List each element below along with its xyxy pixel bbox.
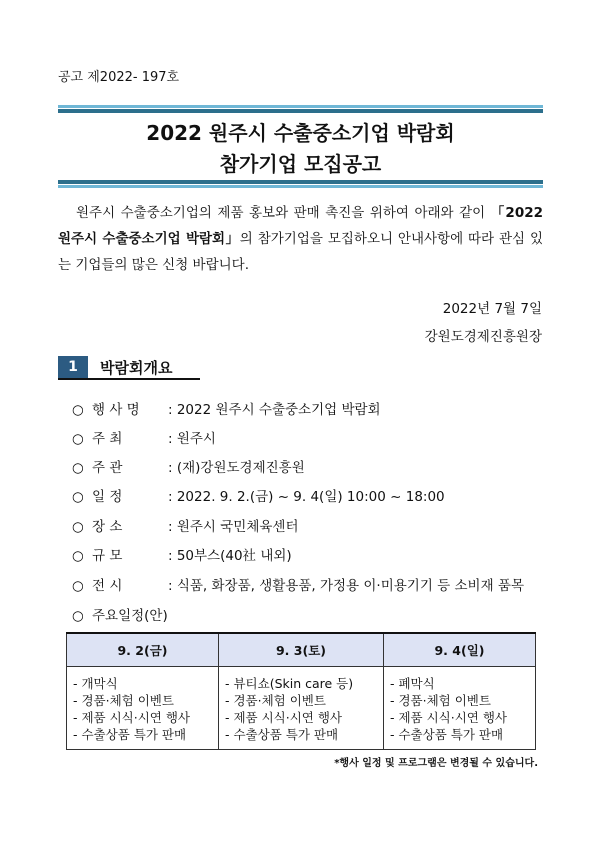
schedule-header-day3: 9. 4(일) bbox=[383, 633, 535, 667]
section-number: 1 bbox=[58, 356, 88, 378]
issue-date: 2022년 7월 7일 bbox=[442, 301, 542, 317]
overview-item-value: : 식품, 화장품, 생활용품, 가정용 이·미용기기 등 소비재 품목 bbox=[168, 578, 524, 594]
overview-item bbox=[72, 544, 292, 564]
circle-bullet-icon: ○ bbox=[72, 489, 84, 505]
schedule-item: - 폐막식 bbox=[389, 676, 435, 691]
schedule-header-day2: 9. 3(토) bbox=[218, 633, 383, 667]
schedule-item: - 제품 시식·시연 행사 bbox=[224, 710, 342, 725]
overview-item bbox=[72, 604, 168, 624]
overview-item bbox=[72, 398, 381, 418]
overview-item-value: : 2022. 9. 2.(금) ~ 9. 4(일) 10:00 ~ 18:00 bbox=[168, 489, 445, 505]
overview-item bbox=[72, 456, 305, 476]
schedule-item: - 경품·체험 이벤트 bbox=[224, 693, 326, 708]
section-title: 박람회개요 bbox=[100, 358, 173, 377]
title-rule-top-dark bbox=[58, 109, 543, 113]
document-title-line2: 참가기업 모집공고 bbox=[219, 152, 382, 176]
circle-bullet-icon: ○ bbox=[72, 431, 84, 447]
overview-item bbox=[72, 574, 524, 594]
document-title-line1: 2022 원주시 수출중소기업 박람회 bbox=[146, 121, 455, 145]
schedule-item: - 수출상품 특가 판매 bbox=[73, 727, 187, 742]
circle-bullet-icon: ○ bbox=[72, 608, 84, 624]
circle-bullet-icon: ○ bbox=[72, 578, 84, 594]
issuer-name: 강원도경제진흥원장 bbox=[424, 329, 542, 345]
title-rule-top-light bbox=[58, 105, 543, 108]
intro-event-name: 「2022 원주시 수출중소기업 박람회」 bbox=[58, 205, 544, 247]
circle-bullet-icon: ○ bbox=[72, 460, 84, 476]
overview-item-label: 행 사 명 bbox=[92, 402, 140, 418]
circle-bullet-icon: ○ bbox=[72, 548, 84, 564]
overview-item-label: 일 정 bbox=[92, 489, 123, 505]
overview-item-label: 주요일정(안) bbox=[92, 608, 168, 624]
intro-text-part1: 원주시 수출중소기업의 제품 홍보와 판매 촉진을 위하여 아래와 같이 bbox=[76, 205, 486, 221]
schedule-cell-day1 bbox=[67, 667, 219, 750]
overview-item bbox=[72, 515, 299, 535]
section-underline bbox=[58, 378, 200, 380]
title-rule-bottom-dark bbox=[58, 180, 543, 184]
overview-item-label: 주 최 bbox=[92, 431, 123, 447]
overview-item bbox=[72, 485, 445, 505]
overview-item-value: : 원주시 국민체육센터 bbox=[168, 519, 299, 535]
overview-item-value: : 2022 원주시 수출중소기업 박람회 bbox=[168, 402, 381, 418]
schedule-cell-day3 bbox=[383, 667, 535, 750]
intro-paragraph bbox=[58, 200, 543, 278]
overview-item-label: 주 관 bbox=[92, 460, 123, 476]
overview-item-label: 전 시 bbox=[92, 578, 123, 594]
schedule-change-note: *행사 일정 및 프로그램은 변경될 수 있습니다. bbox=[334, 758, 538, 769]
overview-item-label: 장 소 bbox=[92, 519, 123, 535]
circle-bullet-icon: ○ bbox=[72, 402, 84, 418]
notice-number: 공고 제2022- 197호 bbox=[58, 70, 180, 85]
schedule-item: - 수출상품 특가 판매 bbox=[224, 727, 339, 742]
section-header bbox=[58, 356, 172, 378]
intro-text-part2: 의 참가기업을 모집하오니 안내사항에 따라 관심 있는 기업들의 많은 신청 바랍니다. bbox=[58, 231, 543, 273]
title-rule-bottom-light bbox=[58, 185, 543, 188]
overview-item-value: : 원주시 bbox=[168, 431, 216, 447]
schedule-cell-day2 bbox=[218, 667, 383, 750]
overview-item-value: : 50부스(40社 내외) bbox=[168, 548, 292, 564]
schedule-table bbox=[66, 632, 536, 750]
schedule-item: - 제품 시식·시연 행사 bbox=[389, 710, 507, 725]
overview-item-label: 규 모 bbox=[92, 548, 123, 564]
overview-item-value: : (재)강원도경제진흥원 bbox=[168, 460, 305, 476]
schedule-item: - 경품·체험 이벤트 bbox=[73, 693, 174, 708]
schedule-item: - 경품·체험 이벤트 bbox=[389, 693, 491, 708]
circle-bullet-icon: ○ bbox=[72, 519, 84, 535]
schedule-item: - 수출상품 특가 판매 bbox=[389, 727, 504, 742]
schedule-header-day1: 9. 2(금) bbox=[67, 633, 219, 667]
schedule-item: - 개막식 bbox=[73, 676, 118, 691]
overview-item bbox=[72, 427, 216, 447]
schedule-item: - 뷰티쇼(Skin care 등) bbox=[224, 676, 354, 691]
schedule-item: - 제품 시식·시연 행사 bbox=[73, 710, 191, 725]
